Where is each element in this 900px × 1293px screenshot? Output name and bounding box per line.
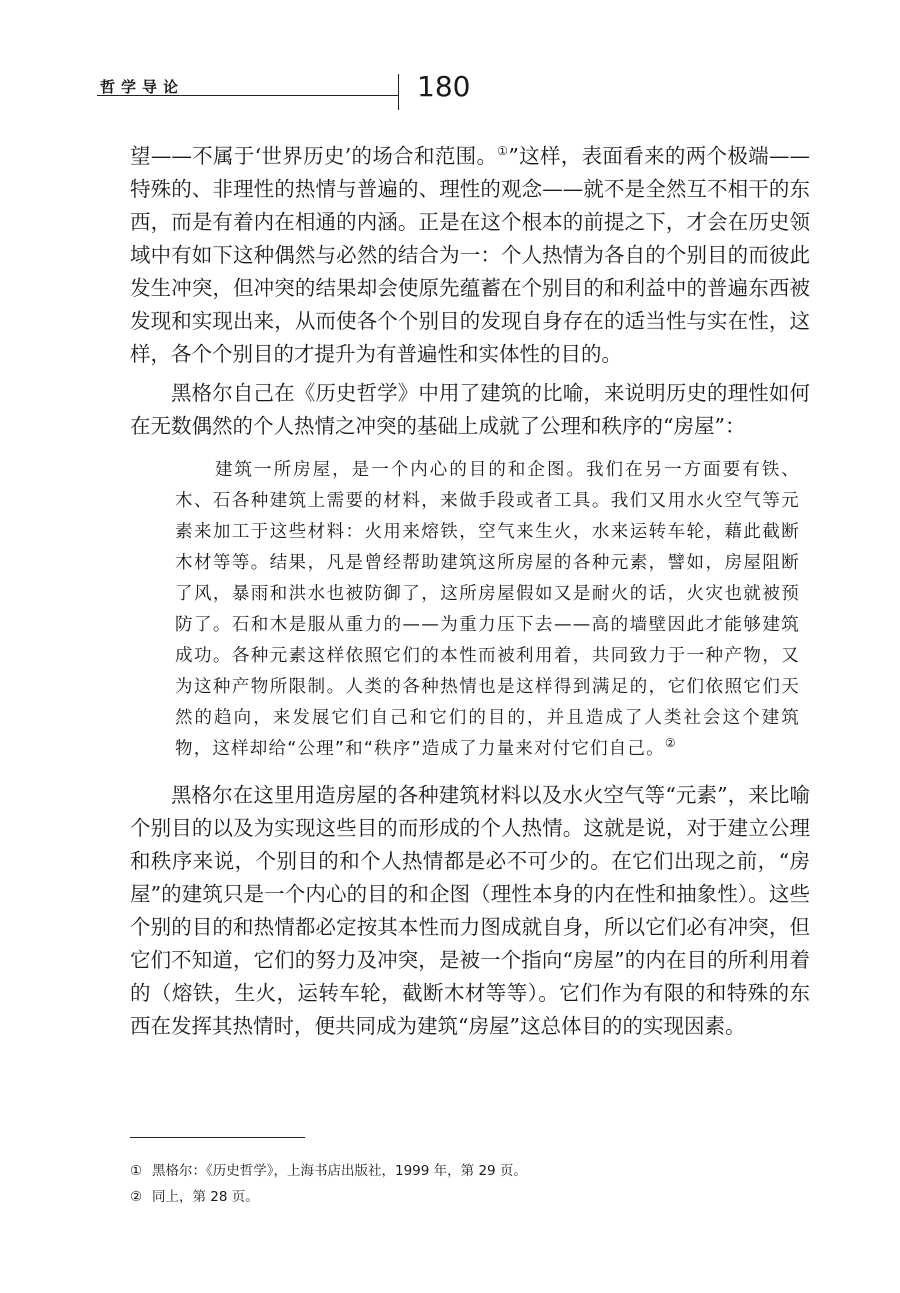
running-header xyxy=(97,70,797,114)
block-quote-body: 建筑一所房屋，是一个内心的目的和企图。我们在另一方面要有铁、木、石各种建筑上需要的材料，来做手段或者工具。我们又用水火空气等元素来加工于这些材料：火用来熔铁，空气来生火，水来运转车轮，藉此截断木材等等。结果，凡是曾经帮助建筑这所房屋的各种元素，譬如，房屋阻断了风，暴雨和洪水也被防御了，这所房屋假如又是耐火的话，火灾也就被预防了。石和木是服从重力的——为重力压下去——高的墙壁因此才能够建筑成功。各种元素这样依照它们的本性而被利用着，共同致力于一种产物，又为这种产物所限制。人类的各种热情也是这样得到满足的，它们依照它们天然的趋向，来发展它们自己和它们的目的，并且造成了人类社会这个建筑物，这样却给“公理”和“秩序”造成了力量来对付它们自己。 xyxy=(175,460,800,759)
header-rule xyxy=(97,95,398,96)
paragraph-1-part-b: ”这样，表面看来的两个极端——特殊的、非理性的热情与普遍的、理性的观念——就不是全然互不相干的东西，而是有着内在相通的内涵。正是在这个根本的前提之下，才会在历史领域中有如下这种偶然与必然的结合为一：个人热情为各自的个别目的而彼此发生冲突，但冲突的结果却会使原先蕴蓄在个别目的和利益中的普遍东西被发现和实现出来，从而使各个个别目的发现自身存在的适当性与实在性，这样，各个个别目的才提升为有普遍性和实体性的目的。 xyxy=(130,144,810,366)
paragraph-1 xyxy=(130,140,810,371)
paragraph-3: 黑格尔在这里用造房屋的各种建筑材料以及水火空气等“元素”，来比喻个别目的以及为实现这些目的而形成的个人热情。这就是说，对于建立公理和秩序来说，个别目的和个人热情都是必不可少的。在它们出现之前，“房屋”的建筑只是一个内心的目的和企图（理性本身的内在性和抽象性）。这些个别的目的和热情都必定按其本性而力图成就自身，所以它们必有冲突，但它们不知道，它们的努力及冲突，是被一个指向“房屋”的内在目的所利用着的（熔铁，生火，运转车轮，截断木材等等）。它们作为有限的和特殊的东西在发挥其热情时，便共同成为建筑“房屋”这总体目的的实现因素。 xyxy=(130,783,810,1038)
footnote-1 xyxy=(130,1158,810,1184)
footnote-ref-2[interactable]: ② xyxy=(664,736,677,751)
footnote-2-marker: ② xyxy=(130,1189,143,1205)
page-number: 180 xyxy=(417,70,471,103)
block-quote-text xyxy=(175,455,800,765)
book-title: 哲学导论 xyxy=(100,78,185,96)
footnote-1-text: 黑格尔：《历史哲学》，上海书店出版社，1999 年，第 29 页。 xyxy=(152,1163,527,1179)
footnote-2-text: 同上，第 28 页。 xyxy=(152,1189,259,1205)
footnotes xyxy=(130,1158,810,1210)
footnote-ref-1[interactable]: ① xyxy=(497,144,509,159)
footnote-separator xyxy=(130,1137,305,1138)
main-text xyxy=(130,140,810,1043)
footnote-1-marker: ① xyxy=(130,1163,143,1179)
paragraph-1-part-a: 望——不属于‘世界历史’的场合和范围。 xyxy=(130,144,498,168)
paragraph-2: 黑格尔自己在《历史哲学》中用了建筑的比喻，来说明历史的理性如何在无数偶然的个人热情之冲突的基础上成就了公理和秩序的“房屋”： xyxy=(130,381,810,438)
footnote-2 xyxy=(130,1184,810,1210)
header-divider xyxy=(398,74,399,110)
block-quote xyxy=(130,455,810,765)
